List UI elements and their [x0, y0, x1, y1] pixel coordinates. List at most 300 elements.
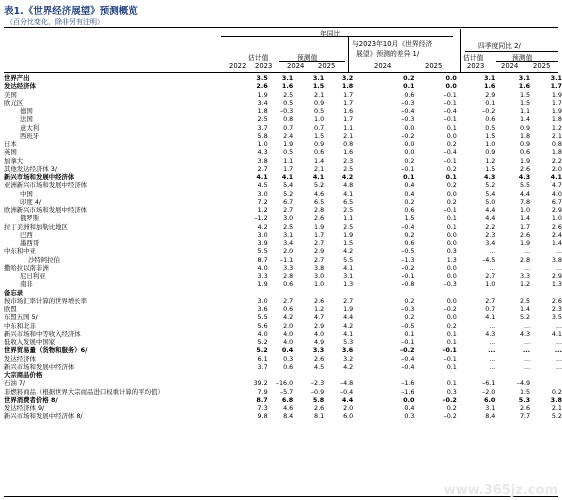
row-value: 4.2	[283, 313, 294, 322]
row-value: 0.8	[283, 115, 294, 124]
row-value: 6.7	[551, 197, 562, 206]
row-value: ...	[524, 338, 531, 346]
row-value	[268, 289, 294, 297]
row-value: 1.9	[283, 140, 294, 148]
row-value: 0.0	[403, 395, 415, 404]
row-label: 尼日利亚	[20, 272, 46, 280]
row-value: 2.6	[314, 296, 325, 305]
row-value: 2.8	[314, 206, 325, 214]
row-value: 0.2	[551, 387, 562, 396]
row-value: 1.9	[257, 280, 268, 289]
row-value: 2.3	[485, 230, 496, 239]
row-value: 0.4	[404, 404, 415, 412]
row-value: 2.5	[343, 222, 354, 231]
row-label: 德国	[20, 107, 33, 115]
row-value: 0.0	[446, 230, 457, 239]
row-label: 欧元区	[4, 98, 24, 107]
row-label: 非燃料商品（根据世界大宗商品进口权重计算的平均值）	[4, 387, 164, 396]
row-label: 发达经济体	[4, 82, 36, 91]
row-value: 3.1	[550, 74, 562, 82]
row-value: 3.0	[314, 272, 325, 280]
row-label: 备忘录	[4, 288, 24, 297]
row-value: –0.8	[401, 280, 415, 289]
row-value: 0.4	[404, 189, 415, 198]
year-header: 2024	[374, 62, 392, 70]
table-row	[4, 247, 562, 255]
row-value: –0.5	[401, 321, 415, 330]
row-value: 3.5	[256, 74, 268, 82]
row-value: 1.4	[314, 156, 325, 165]
row-value: 3.3	[519, 272, 531, 280]
row-value: 6.0	[484, 395, 496, 404]
row-label: 新兴市场和发展中经济体	[4, 173, 75, 181]
row-value: 6.5	[343, 197, 354, 206]
row-label: 日本	[4, 140, 17, 148]
row-value: 1.0	[519, 206, 531, 214]
row-label: 中国	[20, 189, 33, 198]
row-value: –0.4	[443, 107, 457, 115]
table-row	[4, 231, 562, 239]
row-value: 2.3	[343, 156, 354, 165]
year-header: 2024	[287, 62, 305, 70]
row-value: 2.9	[551, 272, 562, 280]
row-value: –6.1	[482, 379, 496, 388]
row-value: 1.9	[343, 305, 354, 313]
row-label: 亚洲新兴市场和发展中经济体	[4, 181, 88, 190]
row-value: 5.5	[519, 181, 531, 190]
row-value: –0.3	[279, 107, 294, 115]
row-value: 2.5	[283, 222, 294, 231]
row-value: 0.1	[446, 362, 457, 371]
row-value: 4.9	[314, 338, 325, 346]
row-value: –0.5	[401, 247, 415, 256]
row-value: 3.1	[484, 74, 496, 82]
header-diff-line2: 展望》预测的差异 1/	[356, 50, 420, 58]
row-value: –0.3	[401, 305, 415, 313]
row-value: 1.6	[343, 107, 354, 115]
row-value: 2.7	[485, 272, 496, 280]
row-value: 4.6	[314, 189, 325, 198]
row-value: 6.8	[281, 395, 294, 404]
row-value: 0.5	[314, 107, 325, 115]
row-value	[415, 371, 457, 379]
row-value: 4.7	[551, 181, 562, 190]
table-row	[4, 256, 562, 264]
header-forecast: 预测值	[297, 54, 318, 62]
row-value: 4.2	[343, 321, 354, 330]
row-value: 0.2	[404, 230, 415, 239]
table-row	[4, 297, 562, 305]
row-value: –0.2	[443, 412, 457, 421]
row-value: 8.7	[256, 395, 268, 404]
row-value: 3.3	[312, 346, 325, 355]
table-row	[4, 355, 562, 363]
row-value: 2.2	[551, 156, 562, 165]
header-q4-forecast: 预测值	[512, 54, 533, 62]
row-label: 南非	[20, 280, 33, 289]
row-value: 0.7	[283, 123, 294, 132]
row-value: –0.1	[443, 98, 457, 107]
row-value: 0.6	[404, 206, 415, 214]
row-value: –1.6	[401, 379, 415, 388]
table-row	[4, 115, 562, 123]
row-value: 3.3	[257, 272, 268, 280]
row-value: 2.7	[485, 296, 496, 305]
row-value: 3.2	[341, 74, 354, 82]
row-value: 1.3	[446, 255, 457, 264]
row-value: 4.1	[343, 189, 354, 198]
row-value: –0.3	[401, 98, 415, 107]
row-value: 1.8	[519, 131, 531, 140]
row-value: –1.3	[401, 255, 415, 264]
row-value: 0.1	[403, 82, 415, 91]
row-value: 0.6	[283, 280, 294, 289]
row-value	[239, 289, 268, 297]
row-value: 1.6	[518, 82, 531, 91]
row-value: 0.7	[485, 305, 496, 313]
row-value: –0.4	[401, 362, 415, 371]
row-value: 2.7	[283, 296, 294, 305]
row-value: 2.1	[314, 164, 325, 173]
row-value: 1.5	[312, 82, 325, 91]
row-value: 3.1	[518, 74, 531, 82]
row-value: 1.1	[519, 107, 531, 115]
row-value: 1.0	[551, 214, 562, 223]
row-value: 1.9	[551, 90, 562, 99]
row-value	[530, 379, 562, 387]
row-label: 低收入发展中国家	[4, 338, 56, 346]
row-value: 8.4	[283, 412, 294, 421]
row-value: 0.2	[446, 197, 457, 206]
row-value	[324, 371, 353, 379]
row-value: –0.2	[442, 395, 457, 404]
row-value: –0.2	[401, 263, 415, 272]
row-label: 巴西	[20, 230, 33, 239]
row-value: 3.6	[341, 346, 354, 355]
row-value	[353, 371, 414, 379]
row-value: 5.2	[314, 181, 325, 190]
row-value: 1.6	[484, 82, 496, 91]
row-value: –0.1	[401, 338, 415, 346]
table-row	[4, 74, 562, 82]
row-value: 5.2	[256, 346, 268, 355]
table-row	[4, 140, 562, 148]
row-value: –0.3	[401, 115, 415, 124]
row-value: 1.2	[257, 206, 268, 214]
row-label: 世界消费者价格 8/	[4, 395, 58, 404]
row-value: 1.8	[257, 107, 268, 115]
row-value: 0.0	[404, 123, 415, 132]
table-row	[4, 322, 562, 330]
row-value: 4.2	[343, 362, 354, 371]
row-value: 6.0	[343, 412, 354, 421]
row-value	[293, 289, 324, 297]
row-value: 7.7	[519, 412, 531, 421]
year-header: 2024	[501, 62, 519, 70]
row-value: 2.9	[485, 90, 496, 99]
row-value: –16.0	[275, 379, 294, 388]
row-value: ...	[554, 346, 562, 355]
table-row	[4, 82, 562, 90]
row-value: 0.0	[446, 272, 457, 280]
row-label: 发达经济体 9/	[4, 404, 45, 412]
row-value: 0.5	[283, 148, 294, 157]
row-value: –0.4	[443, 148, 457, 157]
row-value: 4.4	[485, 206, 496, 214]
row-label: 欧洲新兴市场和发展中经济体	[4, 206, 88, 214]
row-value: ...	[489, 321, 496, 330]
row-value: ...	[524, 247, 531, 256]
row-value: 4.0	[551, 189, 562, 198]
row-value: 1.7	[283, 164, 294, 173]
row-value: 3.1	[485, 404, 496, 412]
diff-left-divider	[348, 37, 349, 73]
row-value: 4.1	[343, 329, 354, 338]
row-value: ...	[524, 354, 531, 363]
row-value: 4.8	[343, 181, 354, 190]
row-value: 7.2	[257, 197, 268, 206]
row-value: –0.2	[399, 346, 415, 355]
row-value	[415, 289, 457, 297]
row-value: 5.2	[283, 189, 294, 198]
row-label: 美国	[4, 90, 17, 99]
header-bottom-rule	[4, 72, 558, 73]
row-value: 2.7	[314, 239, 325, 247]
row-value: 1.0	[485, 140, 496, 148]
row-value: 4.4	[341, 395, 354, 404]
row-value: 0.2	[446, 321, 457, 330]
row-value: 0.2	[404, 197, 415, 206]
row-value: 0.6	[485, 115, 496, 124]
table-row	[4, 223, 562, 231]
row-value	[353, 289, 414, 297]
table-row	[4, 99, 562, 107]
row-value: 0.0	[446, 239, 457, 247]
row-label: 东盟五国 5/	[4, 313, 38, 322]
row-value: 0.1	[446, 123, 457, 132]
row-value: 0.6	[404, 239, 415, 247]
row-value: 0.3	[446, 247, 457, 256]
table-row	[4, 165, 562, 173]
row-value: 0.1	[446, 214, 457, 223]
row-value: 0.0	[446, 296, 457, 305]
row-value: 2.5	[283, 90, 294, 99]
row-value: –0.3	[443, 280, 457, 289]
row-value: 3.4	[257, 98, 268, 107]
row-value	[457, 371, 496, 379]
row-value: 0.5	[283, 98, 294, 107]
row-value: 4.1	[256, 173, 268, 181]
row-value: 1.4	[551, 239, 562, 247]
row-value: 0.8	[343, 140, 354, 148]
row-value: 0.2	[446, 181, 457, 190]
table-row	[4, 338, 562, 346]
row-value: 1.1	[283, 156, 294, 165]
row-value: 1.9	[519, 239, 531, 247]
row-label: 英国	[4, 148, 17, 157]
row-value: 0.2	[446, 164, 457, 173]
row-value: 0.6	[283, 362, 294, 371]
row-value: 2.6	[314, 214, 325, 223]
year-header: 2025	[318, 62, 336, 70]
row-value: 0.0	[404, 140, 415, 148]
row-value: –0.4	[339, 387, 354, 396]
row-value: 4.4	[485, 214, 496, 223]
row-value: 4.3	[484, 173, 496, 181]
row-value: 4.5	[314, 362, 325, 371]
table-row	[4, 379, 562, 387]
row-value: 6.5	[314, 197, 325, 206]
row-value: 5.2	[551, 412, 562, 421]
row-value: ...	[522, 346, 531, 355]
row-value: 2.5	[343, 206, 354, 214]
row-value: 2.0	[283, 247, 294, 256]
row-value: 3.5	[551, 313, 562, 322]
row-value: 1.7	[343, 98, 354, 107]
table-row	[4, 190, 562, 198]
row-value: 0.1	[403, 173, 415, 181]
row-value: 7.9	[257, 387, 268, 396]
row-value: 1.7	[343, 90, 354, 99]
row-value: 2.6	[551, 296, 562, 305]
row-value: 5.5	[257, 313, 268, 322]
row-label: 按市场汇率计算的世界增长率	[4, 296, 88, 305]
row-value: 3.0	[257, 230, 268, 239]
row-value: 3.7	[257, 362, 268, 371]
row-value: 1.0	[314, 280, 325, 289]
row-value: 0.6	[519, 148, 531, 157]
row-value: ...	[555, 321, 562, 330]
row-value: 4.0	[283, 338, 294, 346]
row-value: 2.8	[283, 272, 294, 280]
row-value: 2.0	[283, 321, 294, 330]
row-value: 5.2	[519, 313, 531, 322]
row-value: 2.5	[519, 296, 531, 305]
row-value: 4.0	[314, 329, 325, 338]
row-label: 俄罗斯	[20, 214, 40, 223]
row-value: 0.1	[446, 329, 457, 338]
row-value: 2.9	[551, 206, 562, 214]
row-value	[268, 371, 294, 379]
row-value: 39.2	[253, 379, 268, 388]
row-value: –0.1	[443, 206, 457, 214]
watermark-text: www.365jz.com	[443, 483, 558, 498]
row-value: –0.1	[443, 90, 457, 99]
row-label: 印度 4/	[20, 197, 42, 206]
row-value: 0.3	[283, 354, 294, 363]
row-value: 2.3	[551, 305, 562, 313]
row-value: 3.8	[257, 156, 268, 165]
row-value: 0.0	[404, 148, 415, 157]
row-value: 1.9	[343, 230, 354, 239]
row-value: 3.6	[257, 305, 268, 313]
row-label: 世界产出	[4, 74, 30, 82]
table-row	[4, 305, 562, 313]
row-value: 1.5	[519, 98, 531, 107]
row-label: 中东和北非	[4, 321, 36, 330]
row-value: 2.7	[314, 255, 325, 264]
row-label: 新兴市场和发展中经济体 8/	[4, 412, 83, 421]
table-row	[4, 157, 562, 165]
table-row	[4, 272, 562, 280]
row-value: 3.9	[257, 239, 268, 247]
row-value: ...	[489, 354, 496, 363]
row-value: ...	[555, 247, 562, 256]
row-value: 4.1	[343, 263, 354, 272]
row-value: 1.2	[314, 305, 325, 313]
row-value: 1.5	[343, 239, 354, 247]
row-value	[324, 289, 353, 297]
row-value: 2.1	[314, 90, 325, 99]
row-value: 8.4	[485, 412, 496, 421]
table-row	[4, 239, 562, 247]
row-value: –0.1	[443, 115, 457, 124]
row-value: 1.5	[314, 131, 325, 140]
row-value: 1.1	[343, 123, 354, 132]
row-value: 3.4	[283, 239, 294, 247]
row-value: 0.3	[404, 412, 415, 421]
row-value	[530, 289, 562, 297]
row-value: 2.0	[343, 404, 354, 412]
row-value: 4.3	[518, 173, 531, 181]
row-value: 3.4	[485, 239, 496, 247]
row-value: –0.1	[401, 272, 415, 280]
row-value: –2.3	[310, 379, 325, 388]
row-value: 1.5	[404, 214, 415, 223]
row-value: 0.0	[445, 74, 457, 82]
forecast-table	[4, 74, 562, 421]
row-value: 0.7	[314, 123, 325, 132]
row-value: 0.1	[485, 98, 496, 107]
row-value: –0.1	[401, 164, 415, 173]
row-label: 加拿大	[4, 156, 24, 165]
table-row	[4, 132, 562, 140]
row-value: –0.9	[310, 387, 325, 396]
row-value: 4.3	[257, 148, 268, 157]
row-label: 新兴市场和发展中经济体	[4, 362, 75, 371]
row-value: 8.7	[257, 255, 268, 264]
row-value: 5.8	[257, 131, 268, 140]
row-value: –4.5	[482, 255, 496, 264]
row-value: 2.6	[519, 404, 531, 412]
row-value: 0.9	[314, 140, 325, 148]
row-value: ...	[524, 362, 531, 371]
row-value: 4.0	[257, 263, 268, 272]
row-value: ...	[488, 346, 496, 355]
row-value: ...	[524, 321, 531, 330]
row-value: 1.1	[343, 214, 354, 223]
table-row	[4, 371, 562, 379]
header-q4-estimate: 估计值	[463, 54, 484, 62]
header-top-rule	[4, 27, 558, 28]
row-value: 0.2	[404, 296, 415, 305]
row-label: 中东和中亚	[4, 247, 36, 256]
row-value: 1.6	[281, 82, 294, 91]
row-value: 1.8	[551, 115, 562, 124]
row-value: 3.1	[283, 230, 294, 239]
row-value: –5.7	[279, 387, 294, 396]
row-value: ...	[555, 362, 562, 371]
row-value: 5.4	[485, 189, 496, 198]
row-value: 0.6	[314, 148, 325, 157]
row-value: 2.9	[314, 247, 325, 256]
header-yoy: 年同比	[320, 30, 341, 38]
row-value: ...	[555, 263, 562, 272]
year-header: 2022	[229, 62, 247, 70]
row-value: –1.6	[401, 387, 415, 396]
row-label: 大宗商品价格	[4, 371, 43, 379]
row-label: 其他发达经济体 3/	[4, 164, 57, 173]
